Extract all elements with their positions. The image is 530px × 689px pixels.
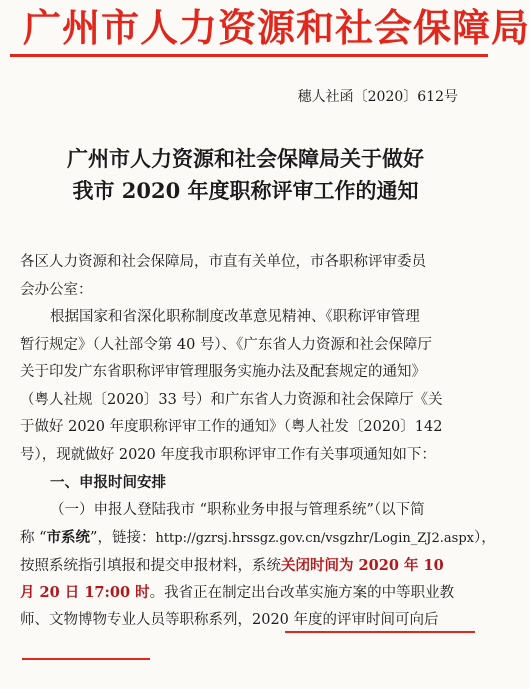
letterhead-title: 广州市人力资源和社会保障局 [23,6,530,50]
text-fragment: ”，链接： [90,530,156,546]
text-fragment: ）， [474,530,496,546]
text-fragment: 称 “ [20,530,47,546]
body-line-3: 关于印发广东省职称评审管理服务实施办法及配套规定的通知》 [20,364,426,380]
section-1-heading: 一、申报时间安排 [50,474,166,491]
body-line-1: 根据国家和省深化职称制度改革意见精神、《职称评审管理 [50,309,420,325]
document-number: 穗人社函〔2020〕612号 [297,89,458,105]
section-1-line-5: 师、文物博物专业人员等职称系列，2020 年度的评审时间可向后 [20,611,439,628]
body-paragraph [20,304,482,469]
text-fragment: 。我省正在制定出台改革实施方案的中等职业教 [149,585,455,601]
addressee [20,249,482,304]
deadline-highlight-part-2: 月 20 日 17:00 时 [20,584,150,601]
deadline-underline-1 [285,631,475,633]
addressee-line-2: 会办公室： [20,281,93,298]
body-line-5: 于做好 2020 年度职称评审工作的通知》（粤人社发〔2020〕142 [20,419,443,435]
deadline-underline-2 [22,658,150,660]
deadline-highlight-part-1: 关闭时间为 2020 年 10 [281,556,444,574]
section-1 [20,469,496,634]
document-title-line-1: 广州市人力资源和社会保障局关于做好 [67,146,424,171]
section-1-line-4 [20,579,482,607]
addressee-line-1: 各区人力资源和社会保障局，市直有关单位，市各职称评审委员 [20,254,426,270]
letterhead [0,0,530,62]
document-title-line-2: 我市 2020 年度职称评审工作的通知 [72,178,419,203]
system-name-bold: 市系统 [46,529,91,546]
section-1-line-2 [20,524,496,552]
text-fragment: 按照系统指引填报和提交申报材料，系统 [20,557,281,574]
body-line-6: 号），现就做好 2020 年度我市职称评审工作有关事项通知如下： [20,446,436,463]
body-line-4: （粤人社规〔2020〕33 号）和广东省人力资源和社会保障厅《关 [20,391,443,408]
body-line-2: 暂行规定》（人社部令第 40 号）、《广东省人力资源和社会保障厅 [20,336,432,353]
section-1-line-1: （一）申报人登陆我市 “职称业务申报与管理系统”（以下简 [50,501,425,518]
letterhead-red-rule [10,54,488,57]
system-url-link[interactable]: http://gzrsj.hrssgz.gov.cn/vsgzhr/Login_ZJ2.aspx [155,531,474,546]
section-1-line-3 [20,552,482,580]
